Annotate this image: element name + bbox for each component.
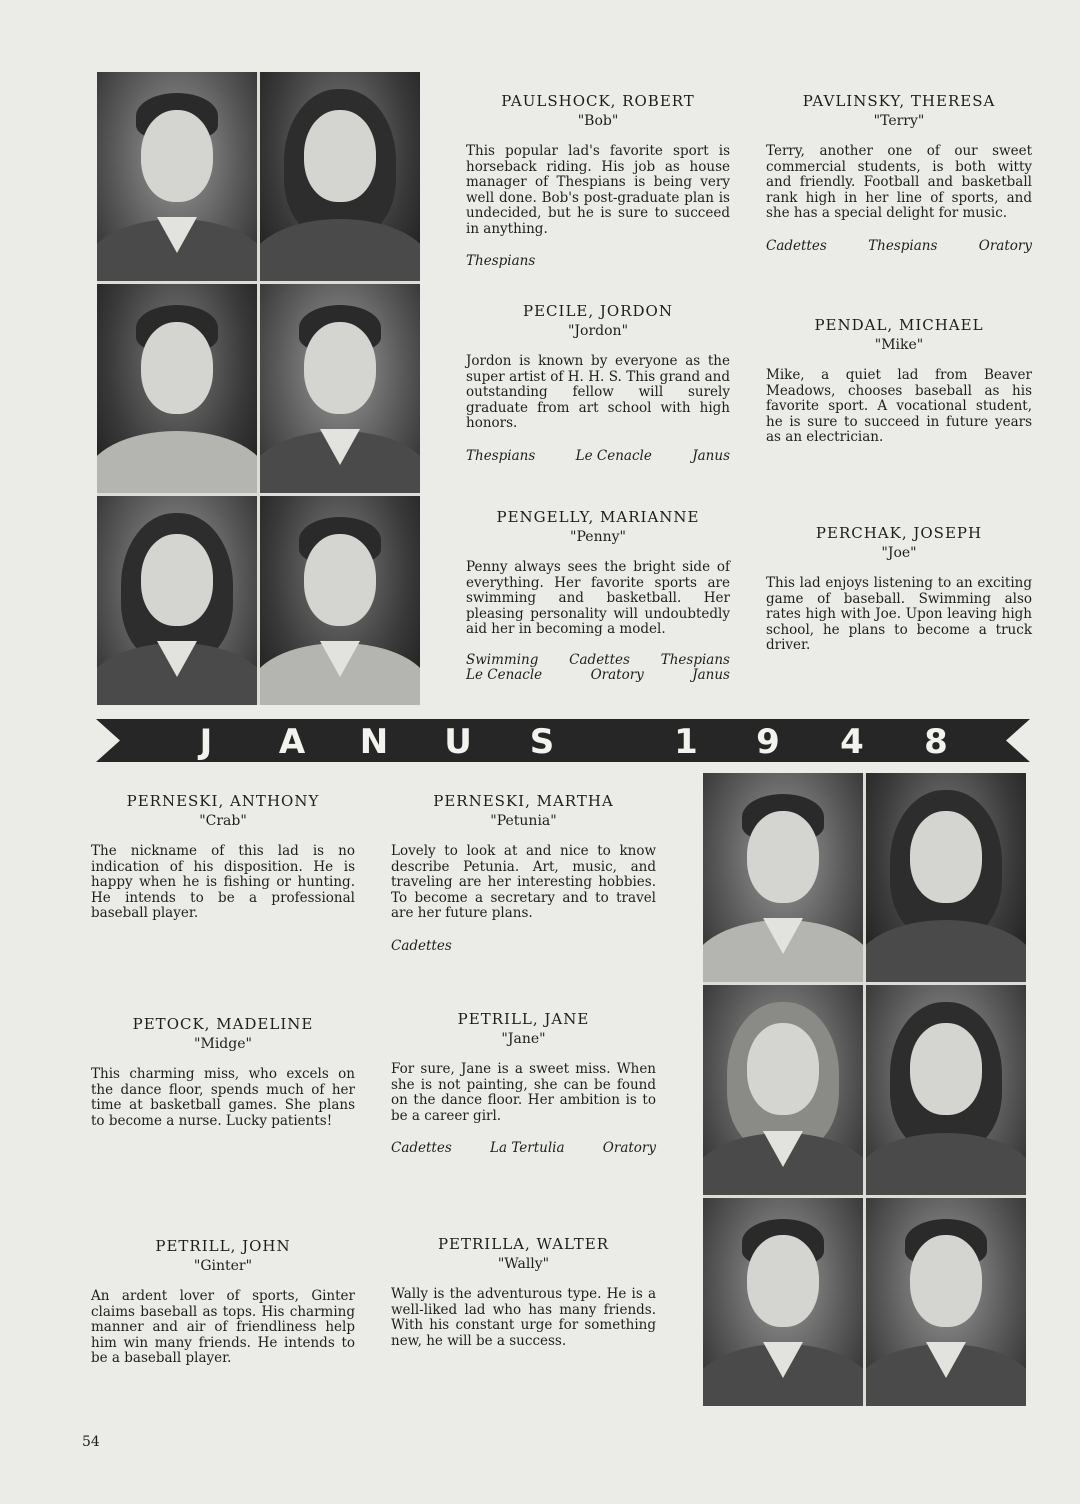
entry-petock-madeline bbox=[91, 1015, 355, 1129]
entry-petrill-john bbox=[91, 1237, 355, 1367]
entry-paulshock-robert bbox=[466, 92, 730, 269]
student-bio: Lovely to look at and nice to know describe Petunia. Art, music, and traveling are her interesting hobbies. To become a secretary and to travel are her future plans. bbox=[391, 843, 656, 921]
student-bio: An ardent lover of sports, Ginter claims baseball as tops. His charming manner and air of friendliness help him win many friends. He intends to be a baseball player. bbox=[91, 1288, 355, 1366]
student-nickname: "Terry" bbox=[873, 113, 925, 129]
entry-pengelly-marianne bbox=[466, 508, 730, 683]
entry-perchak-joseph bbox=[766, 524, 1032, 654]
student-bio: This popular lad's favorite sport is horseback riding. His job as house manager of Thespians is being very well done. Bob's post-graduate plan is undecided, but he is sure to succeed in anything. bbox=[466, 143, 730, 237]
student-name: PETRILL, JOHN bbox=[155, 1237, 291, 1255]
student-nickname: "Jane" bbox=[501, 1031, 546, 1047]
entry-petrilla-walter bbox=[391, 1235, 656, 1349]
activity: Le Cenacle bbox=[466, 666, 543, 683]
banner-letter: S bbox=[529, 722, 555, 762]
activity: Cadettes bbox=[766, 237, 827, 254]
entry-pendal-michael bbox=[766, 316, 1032, 446]
student-name: PENGELLY, MARIANNE bbox=[496, 508, 700, 526]
student-nickname: "Crab" bbox=[199, 813, 247, 829]
student-bio: The nickname of this lad is no indication of his disposition. He is happy when he is fishing or hunting. He intends to be a professional baseball player. bbox=[91, 843, 355, 921]
student-name: PETRILL, JANE bbox=[457, 1010, 590, 1028]
activities bbox=[391, 938, 656, 954]
activity: Cadettes bbox=[391, 937, 452, 954]
banner-digit: 8 bbox=[924, 722, 948, 762]
activity: Janus bbox=[692, 666, 730, 683]
student-bio: This lad enjoys listening to an exciting game of baseball. Swimming also rates high with Joe. Upon leaving high school, he plans to become a truck driver. bbox=[766, 575, 1032, 653]
portrait-petrill-john bbox=[703, 1198, 863, 1406]
entry-pavlinsky-theresa bbox=[766, 92, 1032, 254]
portrait-perneski-anthony bbox=[703, 773, 863, 982]
student-name: PERNESKI, MARTHA bbox=[433, 792, 614, 810]
portrait-grid-bottom bbox=[703, 773, 1026, 1406]
student-name: PETOCK, MADELINE bbox=[132, 1015, 314, 1033]
portrait-petrilla-walter bbox=[866, 1198, 1026, 1406]
activities bbox=[466, 652, 730, 668]
activity: Le Cenacle bbox=[575, 447, 652, 464]
student-bio: Mike, a quiet lad from Beaver Meadows, chooses baseball as his favorite sport. A vocational student, he is sure to succeed in future years as an electrician. bbox=[766, 367, 1032, 445]
student-name: PETRILLA, WALTER bbox=[437, 1235, 610, 1253]
activity: Thespians bbox=[466, 447, 536, 464]
student-nickname: "Penny" bbox=[570, 529, 626, 545]
student-name: PERCHAK, JOSEPH bbox=[815, 524, 983, 542]
student-name: PAULSHOCK, ROBERT bbox=[501, 92, 695, 110]
student-nickname: "Ginter" bbox=[193, 1258, 253, 1274]
entry-petrill-jane bbox=[391, 1010, 656, 1156]
banner-digit: 1 bbox=[674, 722, 698, 762]
student-nickname: "Petunia" bbox=[490, 813, 557, 829]
activities bbox=[466, 253, 730, 269]
portrait-petrill-jane bbox=[866, 985, 1026, 1195]
student-bio: Terry, another one of our sweet commercial students, is both witty and friendly. Football and basketball rank high in her line of sports, and she has a special delight for music. bbox=[766, 143, 1032, 221]
activity: Cadettes bbox=[569, 651, 630, 668]
banner-letter: J bbox=[199, 722, 213, 762]
activity: Swimming bbox=[466, 651, 539, 668]
student-nickname: "Wally" bbox=[497, 1256, 550, 1272]
activity: Thespians bbox=[466, 253, 536, 269]
activity: Cadettes bbox=[391, 1140, 452, 1156]
student-name: PERNESKI, ANTHONY bbox=[126, 792, 320, 810]
activities bbox=[391, 1140, 656, 1156]
activity: Thespians bbox=[868, 237, 938, 254]
portrait-pengelly-marianne bbox=[97, 496, 257, 705]
student-name: PAVLINSKY, THERESA bbox=[802, 92, 996, 110]
student-nickname: "Midge" bbox=[194, 1036, 252, 1052]
portrait-pendal-michael bbox=[260, 284, 420, 493]
banner-digit: 9 bbox=[756, 722, 780, 762]
portrait-perneski-martha bbox=[866, 773, 1026, 982]
student-nickname: "Joe" bbox=[881, 545, 917, 561]
activity: Thespians bbox=[660, 651, 730, 668]
entry-pecile-jordon bbox=[466, 302, 730, 464]
student-nickname: "Mike" bbox=[874, 337, 924, 353]
student-bio: Jordon is known by everyone as the super artist of H. H. S. This grand and outstanding fellow will surely graduate from art school with high honors. bbox=[466, 353, 730, 431]
page-number: 54 bbox=[82, 1434, 100, 1450]
portrait-paulshock-robert bbox=[97, 72, 257, 281]
banner-letter: N bbox=[359, 722, 389, 762]
activity: Oratory bbox=[602, 1140, 656, 1156]
banner-letter: A bbox=[278, 722, 306, 762]
student-name: PECILE, JORDON bbox=[523, 302, 673, 320]
banner-letter: U bbox=[444, 722, 472, 762]
portrait-pecile-jordon bbox=[97, 284, 257, 493]
student-bio: This charming miss, who excels on the dance floor, spends much of her time at basketball games. She plans to become a nurse. Lucky patients! bbox=[91, 1066, 355, 1129]
student-nickname: "Jordon" bbox=[567, 323, 629, 339]
activity: La Tertulia bbox=[490, 1140, 565, 1156]
student-bio: For sure, Jane is a sweet miss. When she is not painting, she can be found on the dance floor. Her ambition is to be a career girl. bbox=[391, 1061, 656, 1124]
portrait-grid-top bbox=[97, 72, 420, 705]
activities bbox=[466, 448, 730, 464]
portrait-pavlinsky-theresa bbox=[260, 72, 420, 281]
janus-1948-banner bbox=[96, 719, 1030, 762]
entry-perneski-anthony bbox=[91, 792, 355, 922]
portrait-petock-madeline bbox=[703, 985, 863, 1195]
activity: Oratory bbox=[978, 237, 1032, 254]
student-bio: Wally is the adventurous type. He is a well-liked lad who has many friends. With his constant urge for something new, he will be a success. bbox=[391, 1286, 656, 1349]
student-bio: Penny always sees the bright side of everything. Her favorite sports are swimming and basketball. Her pleasing personality will undoubtedly aid her in becoming a model. bbox=[466, 559, 730, 637]
activity: Janus bbox=[692, 447, 730, 464]
activities bbox=[466, 668, 730, 683]
entry-perneski-martha bbox=[391, 792, 656, 954]
student-name: PENDAL, MICHAEL bbox=[814, 316, 984, 334]
banner-digit: 4 bbox=[840, 722, 864, 762]
activity: Oratory bbox=[590, 666, 644, 683]
student-nickname: "Bob" bbox=[577, 113, 619, 129]
portrait-perchak-joseph bbox=[260, 496, 420, 705]
activities bbox=[766, 238, 1032, 254]
